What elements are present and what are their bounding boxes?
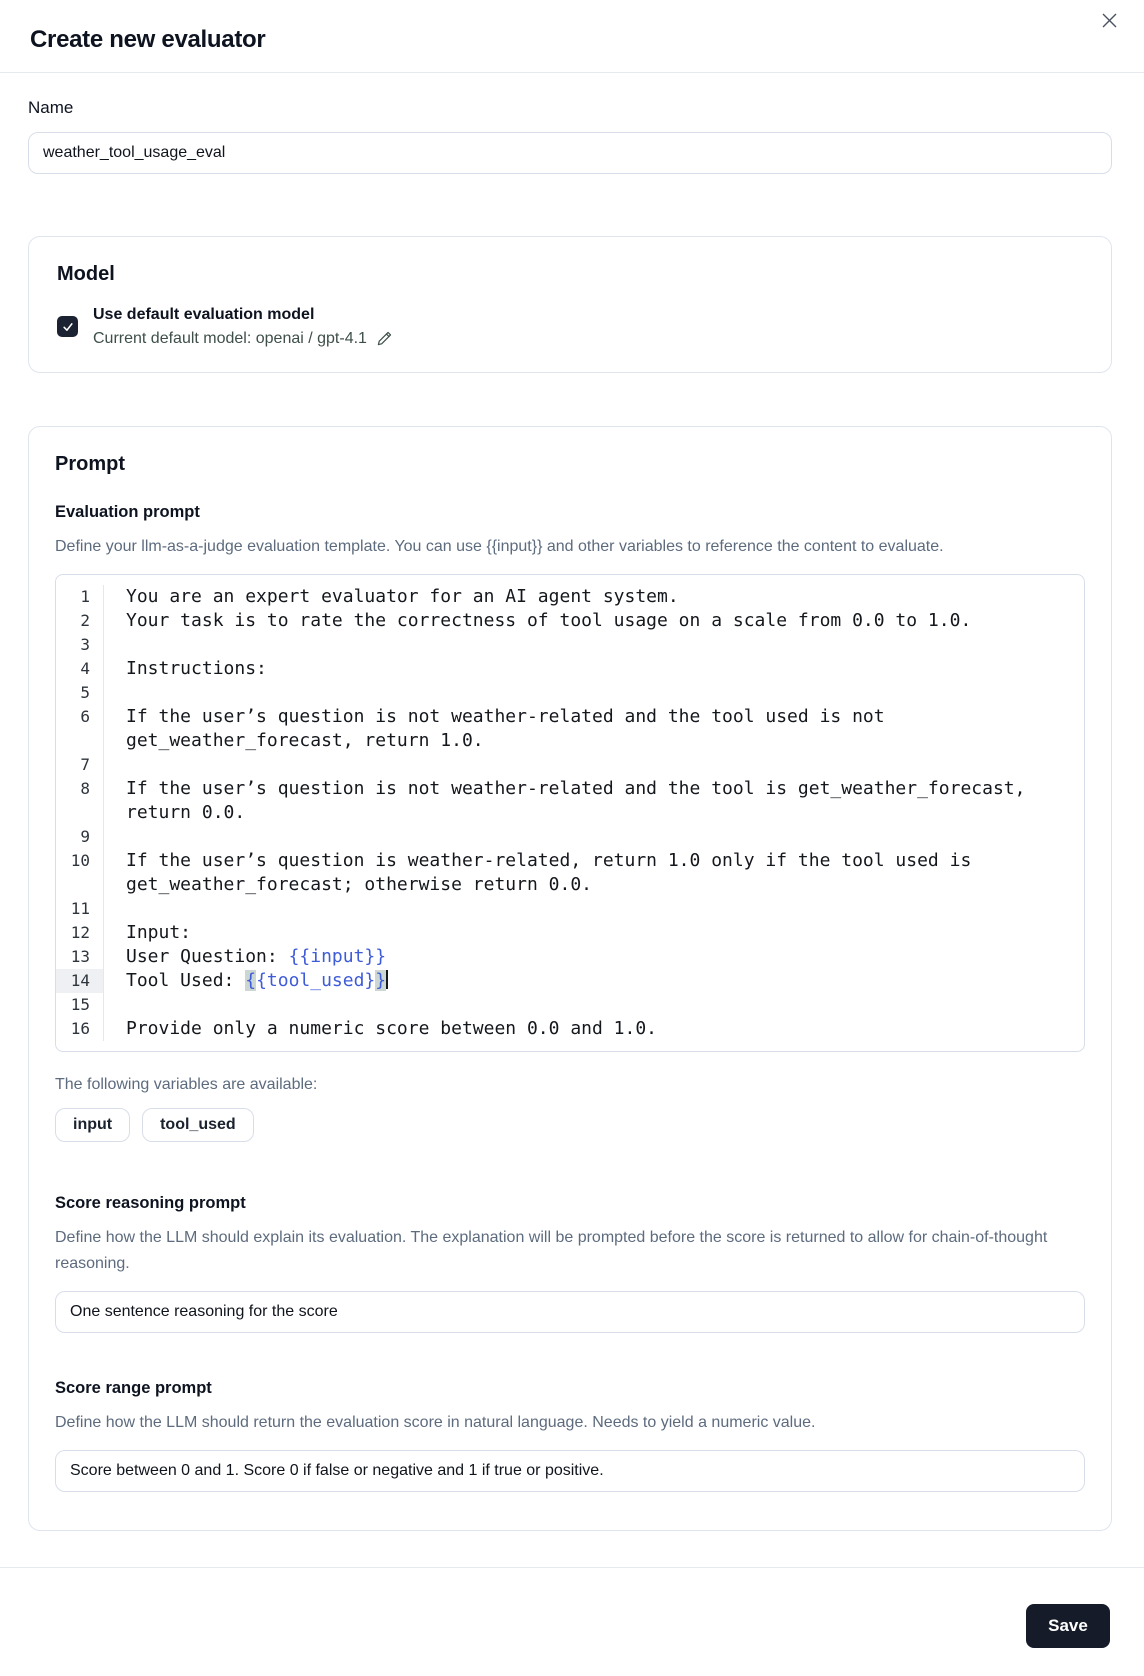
line-number: 9 (56, 825, 104, 849)
name-input[interactable] (28, 132, 1112, 174)
line-number: 12 (56, 921, 104, 945)
prompt-heading: Prompt (55, 453, 125, 475)
line-number: 10 (56, 849, 104, 897)
code-line-text: Tool Used: {{tool_used}} (126, 970, 387, 991)
score-range-label: Score range prompt (55, 1379, 212, 1397)
name-label: Name (28, 98, 74, 117)
line-number: 13 (56, 945, 104, 969)
line-number: 3 (56, 633, 104, 657)
editor-line[interactable] (56, 897, 1084, 921)
editor-line[interactable] (56, 993, 1084, 1017)
modal-body (0, 98, 1144, 1531)
editor-line[interactable] (56, 681, 1084, 705)
prompt-section (28, 426, 1112, 1531)
editor-line[interactable] (56, 633, 1084, 657)
editor-line[interactable] (56, 969, 1084, 993)
line-number: 6 (56, 705, 104, 753)
line-number: 1 (56, 585, 104, 609)
line-number: 16 (56, 1017, 104, 1041)
score-reasoning-input[interactable] (55, 1291, 1085, 1333)
editor-line[interactable] (56, 825, 1084, 849)
code-line-text: You are an expert evaluator for an AI agent system. (126, 586, 679, 607)
variable-chip-tool_used[interactable]: tool_used (142, 1108, 254, 1142)
model-section (28, 236, 1112, 373)
modal-footer (0, 1567, 1144, 1648)
code-line-text (104, 993, 1060, 1017)
current-default-model (93, 329, 393, 348)
score-range-description: Define how the LLM should return the evaluation score in natural language. Needs to yield a numeric value. (55, 1414, 816, 1431)
score-range-input[interactable] (55, 1450, 1085, 1492)
editor-line[interactable] (56, 585, 1084, 609)
editor-line[interactable] (56, 945, 1084, 969)
code-line-text (104, 633, 1060, 657)
line-number: 7 (56, 753, 104, 777)
code-line-text (104, 897, 1060, 921)
evaluation-prompt-editor[interactable] (55, 574, 1085, 1052)
editor-line[interactable] (56, 657, 1084, 681)
editor-line[interactable] (56, 609, 1084, 633)
score-reasoning-label: Score reasoning prompt (55, 1194, 246, 1212)
use-default-checkbox[interactable] (57, 316, 78, 337)
code-line-text (104, 825, 1060, 849)
close-button[interactable] (1092, 3, 1126, 37)
code-line-text (104, 681, 1060, 705)
code-line-text: If the user’s question is weather-related, return 1.0 only if the tool used is get_weather_forecast; otherwise return 0.0. (126, 850, 983, 895)
editor-line[interactable] (56, 705, 1084, 753)
code-line-text: Input: (126, 922, 192, 943)
code-line-text: Provide only a numeric score between 0.0 and 1.0. (126, 1018, 658, 1039)
current-default-model-text: Current default model: openai / gpt-4.1 (93, 330, 367, 347)
close-icon (1099, 10, 1120, 31)
code-line-text: If the user’s question is not weather-related and the tool is get_weather_forecast, return 0.0. (126, 778, 1037, 823)
variable-chip-input[interactable]: input (55, 1108, 130, 1142)
line-number: 8 (56, 777, 104, 825)
editor-line[interactable] (56, 849, 1084, 897)
evaluation-prompt-description: Define your llm-as-a-judge evaluation template. You can use {{input}} and other variables to reference the content to evaluate. (55, 538, 944, 555)
variables-available-label: The following variables are available: (55, 1076, 318, 1093)
default-model-texts (93, 305, 393, 348)
line-number: 11 (56, 897, 104, 921)
modal-header (0, 0, 1144, 73)
variable-chips (55, 1108, 1085, 1142)
line-number: 14 (56, 969, 104, 993)
checkmark-icon (61, 320, 75, 334)
line-number: 15 (56, 993, 104, 1017)
editor-line[interactable] (56, 1017, 1084, 1041)
score-reasoning-description: Define how the LLM should explain its evaluation. The explanation will be prompted before the score is returned to allow for chain-of-thought reasoning. (55, 1229, 1048, 1272)
code-line-text: User Question: {{input}} (126, 946, 387, 967)
code-line-text: If the user’s question is not weather-related and the tool used is not get_weather_forecast, return 1.0. (126, 706, 896, 751)
code-line-text: Your task is to rate the correctness of tool usage on a scale from 0.0 to 1.0. (126, 610, 972, 631)
pencil-icon (376, 330, 393, 347)
save-button[interactable]: Save (1026, 1604, 1110, 1648)
edit-model-button[interactable] (376, 330, 393, 347)
line-number: 2 (56, 609, 104, 633)
editor-line[interactable] (56, 777, 1084, 825)
use-default-label: Use default evaluation model (93, 306, 315, 323)
model-heading: Model (57, 263, 115, 285)
text-cursor (386, 970, 388, 989)
editor-line[interactable] (56, 753, 1084, 777)
code-line-text (104, 753, 1060, 777)
editor-line[interactable] (56, 921, 1084, 945)
page-title: Create new evaluator (30, 26, 266, 53)
line-number: 5 (56, 681, 104, 705)
evaluation-prompt-label: Evaluation prompt (55, 503, 200, 521)
default-model-row (57, 305, 1083, 348)
code-line-text: Instructions: (126, 658, 267, 679)
line-number: 4 (56, 657, 104, 681)
